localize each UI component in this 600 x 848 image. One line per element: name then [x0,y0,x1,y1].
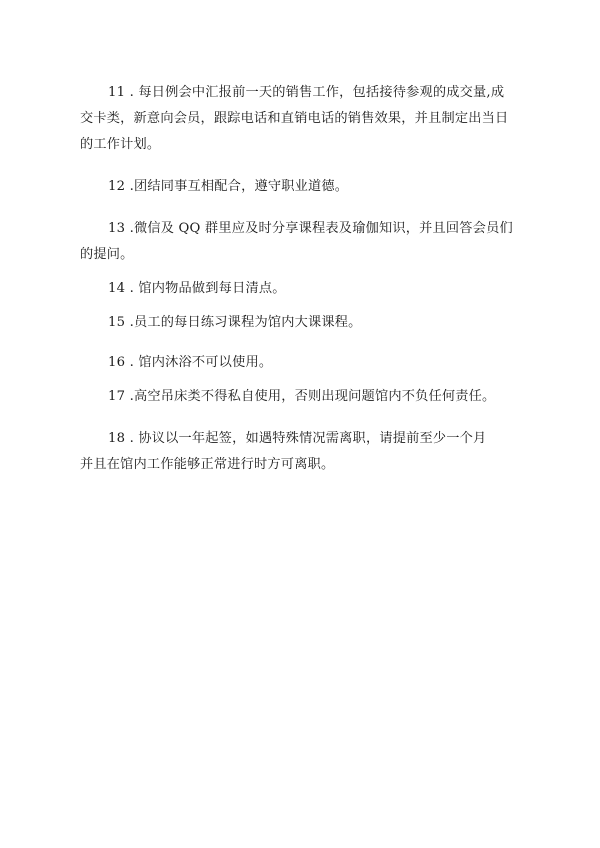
list-item-13-line-1: 13 .微信及 QQ 群里应及时分享课程表及瑜伽知识，并且回答会员们 [108,221,513,236]
list-item-11-line-2: 交卡类，新意向会员，跟踪电话和直销电话的销售效果，并且制定出当日 [80,111,509,126]
list-item-18 [80,426,550,478]
list-item-12-line-1: 12 .团结同事互相配合，遵守职业道德。 [108,179,349,194]
list-item-18-line-2: 并且在馆内工作能够正常进行时方可离职。 [80,457,335,472]
list-item-18-line-1: 18 . 协议以一年起签，如遇特殊情况需离职，请提前至少一个月 [108,431,487,446]
list-item-13-line-2: 的提问。 [80,247,134,262]
list-item-15-line-1: 15 .员工的每日练习课程为馆内大课课程。 [108,315,362,330]
list-item-11-line-3: 的工作计划。 [80,137,161,152]
list-item-15 [80,310,550,336]
list-item-14 [80,276,550,302]
list-item-16-line-1: 16 . 馆内沐浴不可以使用。 [108,355,273,370]
list-item-12 [80,174,550,200]
list-item-14-line-1: 14 . 馆内物品做到每日清点。 [108,281,286,296]
list-item-16 [80,350,550,376]
list-item-13 [80,216,550,268]
list-item-17 [80,384,550,410]
list-item-11-line-1: 11 . 每日例会中汇报前一天的销售工作，包括接待参观的成交量,成 [108,85,505,100]
list-item-11 [80,80,550,158]
list-item-17-line-1: 17 .高空吊床类不得私自使用，否则出现问题馆内不负任何责任。 [108,389,496,404]
